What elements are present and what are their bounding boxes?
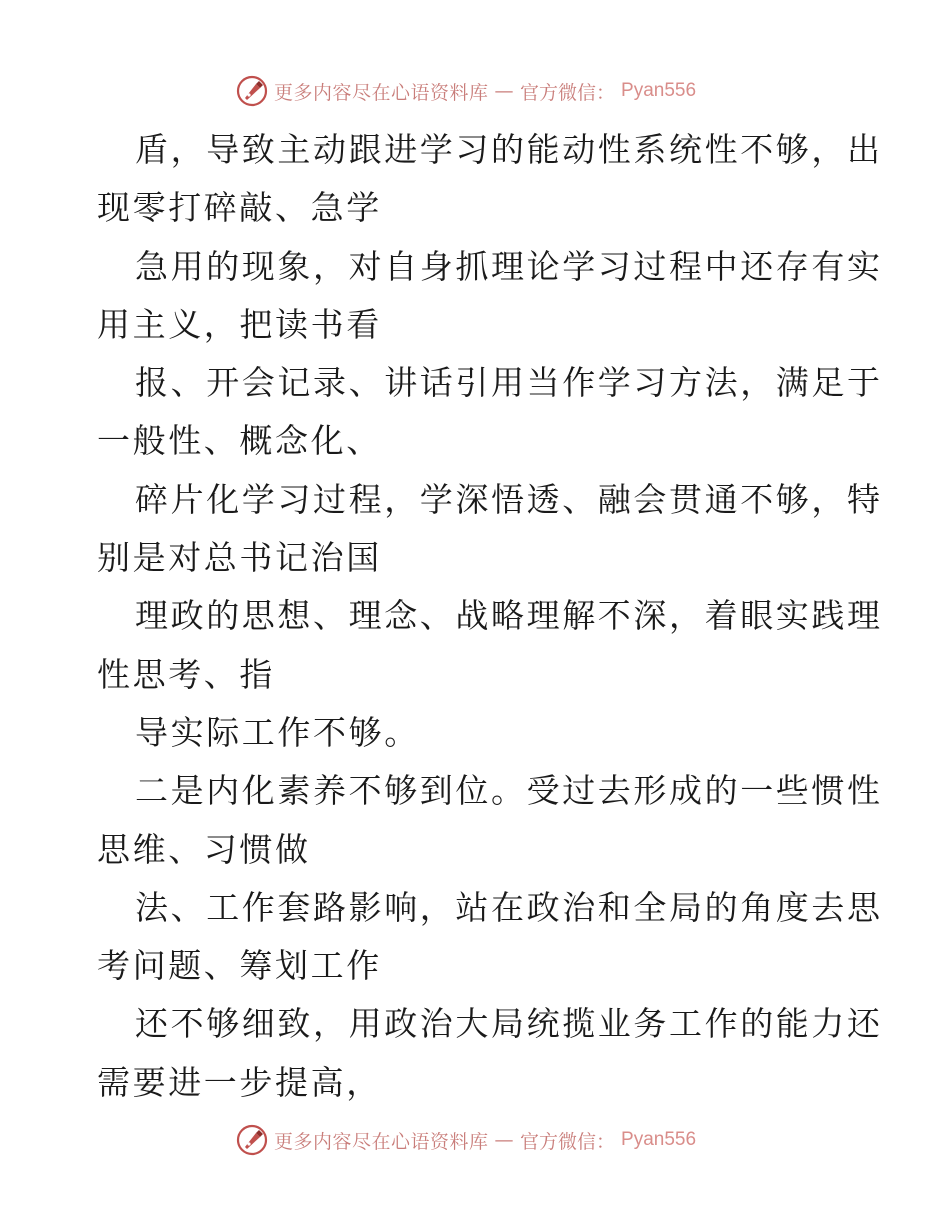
watermark-wechat-label: 官方微信：	[520, 81, 616, 104]
text-line: 二是内化素养不够到位。受过去形成的一些惯性	[135, 771, 883, 811]
footer-watermark	[236, 1122, 696, 1158]
text-line: 别是对总书记治国	[97, 538, 382, 578]
watermark-text: 更多内容尽在心语资料库	[274, 1130, 489, 1153]
text-line: 现零打碎敲、急学	[97, 188, 382, 228]
watermark-wechat-label: 官方微信：	[520, 1130, 616, 1153]
document-body	[97, 121, 883, 1112]
text-line: 一般性、概念化、	[97, 421, 382, 461]
text-line: 盾，导致主动跟进学习的能动性系统性不够，出	[135, 130, 883, 169]
text-line: 性思考、指	[97, 654, 275, 694]
text-line: 急用的现象，对自身抓理论学习过程中还存有实	[135, 246, 883, 286]
text-line: 思维、习惯做	[97, 829, 311, 869]
pen-nib-logo-icon	[236, 1124, 268, 1156]
text-line: 理政的思想、理念、战略理解不深，着眼实践理	[135, 596, 883, 636]
watermark-wechat-id: Pyan556	[621, 80, 697, 101]
text-line: 法、工作套路影响，站在政治和全局的角度去思	[135, 887, 883, 927]
pen-nib-logo-icon	[236, 75, 268, 107]
header-watermark	[236, 73, 696, 109]
text-line: 还不够细致，用政治大局统揽业务工作的能力还	[135, 1004, 883, 1044]
text-line: 用主义，把读书看	[97, 304, 382, 344]
watermark-separator: —	[494, 1129, 515, 1151]
text-line: 考问题、筹划工作	[97, 946, 382, 986]
watermark-separator: —	[494, 80, 515, 102]
text-line: 需要进一步提高，	[97, 1062, 382, 1102]
watermark-wechat-id: Pyan556	[621, 1129, 697, 1150]
text-line: 报、开会记录、讲话引用当作学习方法，满足于	[135, 363, 883, 403]
watermark-text: 更多内容尽在心语资料库	[274, 81, 489, 104]
text-line: 导实际工作不够。	[135, 712, 420, 752]
text-line: 碎片化学习过程，学深悟透、融会贯通不够，特	[135, 479, 883, 519]
